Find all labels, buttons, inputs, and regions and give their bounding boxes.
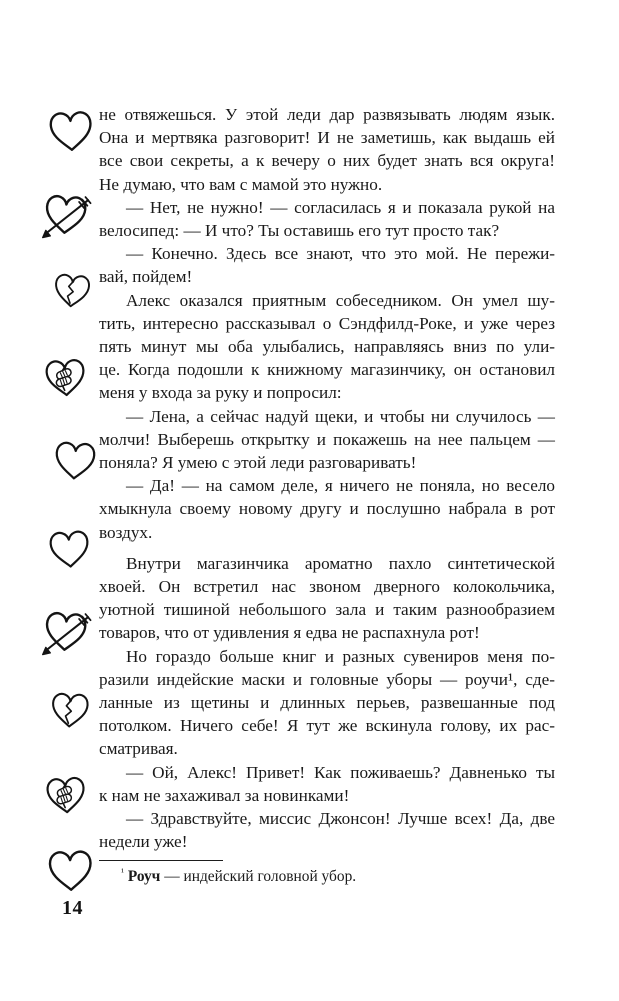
text-line: — Да! — на самом деле, я ничего не поняла, но весело [126, 476, 555, 496]
footnote-term: Роуч [127, 868, 161, 885]
text-line: потолком. Ничего себе! Я тут же вскинула голову, их рас- [99, 716, 555, 736]
text-line: все свои секреты, а к вечеру о них будет знать вся округа! [99, 151, 555, 171]
text-line: тить, интересно рассказывал о Сэндфилд-Роке, и уже через [99, 313, 555, 333]
text-line: Алекс оказался приятным собеседником. Он умел шу- [126, 290, 555, 310]
text-line: молчи! Выберешь открытку и покажешь на нее пальцем — [99, 429, 555, 449]
paragraph [99, 289, 555, 405]
text-line: вай, пойдем! [99, 267, 193, 287]
text-line: хмыкнула своему новому другу и послушно набрала в рот [99, 499, 555, 519]
text-line: — Нет, не нужно! — согласилась я и показала рукой на [126, 197, 555, 217]
text-line: уютной тишиной небольшого зала и таким разнообразием [99, 600, 555, 620]
text-line: — Конечно. Здесь все знают, что это мой. Не пережи- [126, 244, 555, 264]
heart-arrow-icon [35, 606, 98, 657]
text-line: товаров, что от удивления я едва не распахнула рот! [99, 623, 480, 643]
footnote-marker: ¹ [121, 866, 124, 878]
text-line: Но гораздо больше книг и разных сувениров меня по- [126, 646, 555, 666]
paragraph [99, 761, 555, 807]
paragraph [99, 807, 555, 853]
paragraph [99, 196, 555, 242]
footnote-divider [99, 860, 223, 861]
heart-arrow-icon [35, 189, 98, 240]
text-line: — Лена, а сейчас надуй щеки, и чтобы ни случилось — [126, 406, 555, 426]
paragraph [99, 405, 555, 475]
paragraph [99, 474, 555, 544]
text-line: ланные из щетины и длинных перьев, развешанные под [99, 693, 555, 713]
text-line: Она и мертвяка разговорит! И не заметишь, как выдашь ей [99, 128, 555, 148]
heart-broken-icon [46, 687, 94, 734]
text-line: воздух. [99, 522, 153, 542]
heart-outline-icon [42, 846, 99, 896]
heart-outline-icon [43, 525, 95, 573]
heart-outline-icon [43, 107, 99, 157]
footnote-text [99, 867, 555, 887]
heart-bandaged-icon [39, 353, 91, 402]
text-line: сматривая. [99, 739, 178, 759]
text-line: не отвяжешься. У этой леди дар развязывать людям язык. [99, 105, 555, 124]
page-number: 14 [62, 897, 83, 919]
text-line: Внутри магазинчика ароматно пахло синтетической [126, 553, 555, 573]
paragraph [99, 242, 555, 288]
paragraph [99, 645, 555, 761]
text-line: пять минут мы оба улыбались, направляясь вниз по ули- [99, 337, 555, 357]
text-line: це. Когда подошли к книжному магазинчику, он остановил [99, 360, 555, 380]
heart-broken-icon [48, 267, 96, 315]
text-line: велосипед: — И что? Ты оставишь его тут просто так? [99, 221, 500, 241]
heart-bandaged-icon [40, 771, 91, 819]
footnote-definition: — индейский головной убор. [164, 868, 357, 885]
text-line: — Ой, Алекс! Привет! Как поживаешь? Давненько ты [126, 762, 555, 782]
text-line: недели уже! [99, 832, 188, 852]
text-line: Не думаю, что вам с мамой это нужно. [99, 174, 383, 194]
paragraph [99, 552, 555, 645]
text-line: разили индейские маски и головные уборы — роучи¹, сде- [99, 669, 555, 689]
text-block [99, 103, 555, 854]
paragraph [99, 103, 555, 196]
text-line: поняла? Я умею с этой леди разговаривать! [99, 453, 417, 473]
text-line: — Здравствуйте, миссис Джонсон! Лучше всех! Да, две [126, 809, 555, 829]
footnote [99, 860, 555, 887]
text-line: меня у входа за руку и попросил: [99, 383, 342, 403]
text-line: к нам не захаживал за новинками! [99, 785, 350, 805]
text-line: хвоей. Он встретил нас звоном дверного колокольчика, [99, 577, 555, 597]
heart-outline-icon [48, 436, 101, 485]
